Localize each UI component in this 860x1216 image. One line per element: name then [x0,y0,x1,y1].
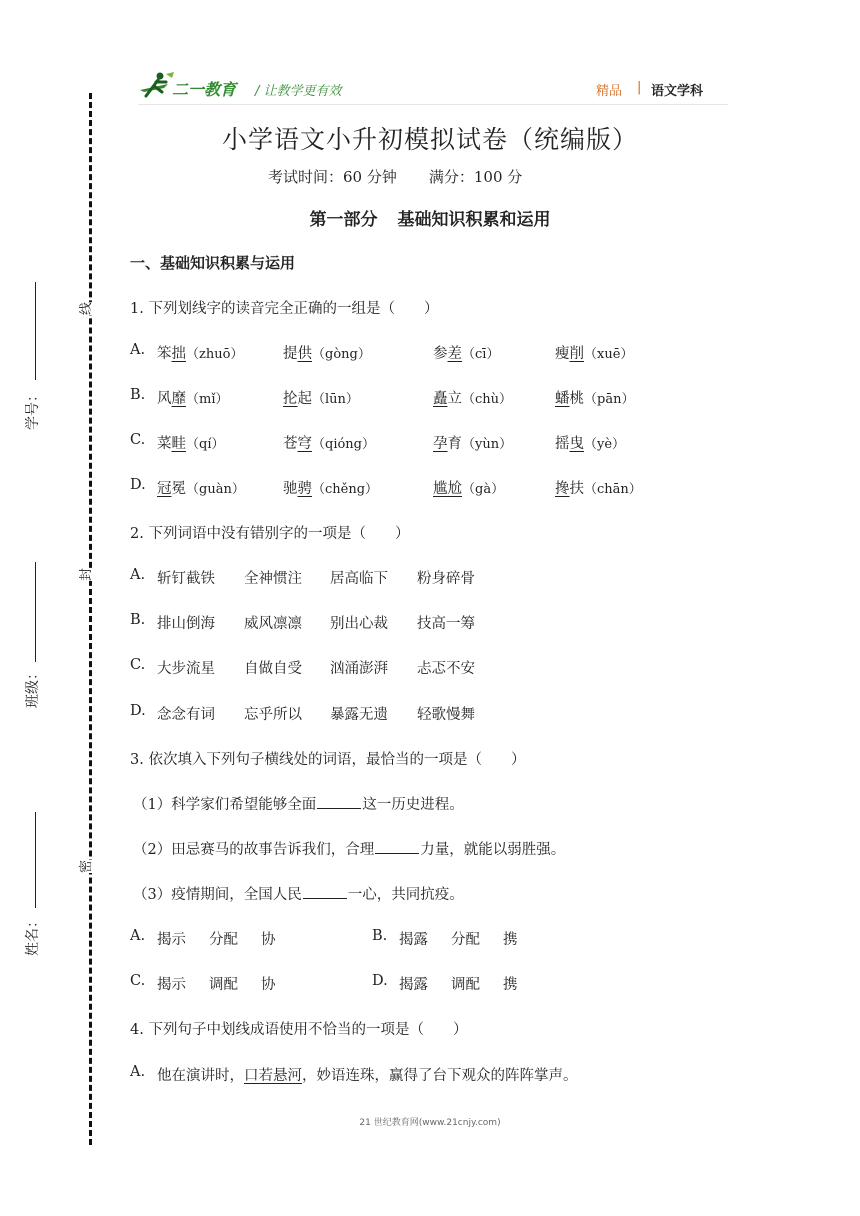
binding-char-seal: 封 [73,568,96,581]
exam-time: 考试时间：60 分钟 [268,168,397,186]
pinyin-item: 孕育（yùn） [433,436,513,452]
option-label: D. [130,477,146,493]
exam-info [268,166,522,187]
idiom: 斩钉截铁 [157,571,215,587]
option-word: 揭示 [157,932,186,948]
option-word: 分配 [209,932,238,948]
idiom: 全神惯注 [244,571,302,587]
option-word: 揭露 [399,932,428,948]
binding-char-secret: 密 [73,860,96,873]
idiom: 暴露无遗 [330,707,388,723]
option-word: 揭示 [157,977,186,993]
idiom: 大步流星 [157,661,215,677]
pinyin-item: 菜畦（qí） [157,436,225,452]
pinyin-item: 瘦削（xuē） [555,346,634,362]
student-id-line [35,282,36,380]
fill-blank[interactable] [375,841,419,854]
idiom: 自做自受 [244,661,302,677]
question-2-stem: 2. 下列词语中没有错别字的一项是（ ） [130,526,410,542]
badge-separator: | [637,80,642,95]
option-label: C. [130,657,146,673]
page-title: 小学语文小升初模拟试卷（统编版） [221,125,638,154]
option-word: 携 [503,932,518,948]
idiom: 居高临下 [330,571,388,587]
option-word: 调配 [451,977,480,993]
pinyin-item: 提供（gòng） [283,346,371,362]
question-4-stem: 4. 下列句子中划线成语使用不恰当的一项是（ ） [130,1022,468,1038]
idiom: 技高一筹 [417,616,475,632]
option-label: C. [130,973,146,989]
idiom: 念念有词 [157,707,215,723]
question-1-stem: 1. 下列划线字的读音完全正确的一组是（ ） [130,301,439,317]
option-label: A. [130,567,146,583]
part-name: 基础知识积累和运用 [397,210,551,230]
badge-subject: 语文学科 [651,84,704,99]
pinyin-item: 矗立（chù） [433,391,513,407]
option-word: 调配 [209,977,238,993]
question-3-sentence-1: （1）科学家们希望能够全面 这一历史进程。 [133,797,464,813]
idiom: 威风凛凛 [244,616,302,632]
student-id-label: 学号： [25,388,41,430]
option-label: B. [130,387,146,403]
name-label: 姓名： [25,914,41,956]
idiom: 忐忑不安 [417,661,475,677]
pinyin-item: 冠冕（guàn） [157,481,245,497]
idiom: 别出心裁 [330,616,388,632]
option-label: D. [372,973,388,989]
fill-blank[interactable] [317,796,361,809]
option-label: B. [130,612,146,628]
pinyin-item: 抡起（lūn） [283,391,359,407]
question-3-stem: 3. 依次填入下列句子横线处的词语，最恰当的一项是（ ） [130,752,526,768]
option-word: 揭露 [399,977,428,993]
option-word: 携 [503,977,518,993]
pinyin-item: 尴尬（gà） [433,481,505,497]
option-label: D. [130,703,146,719]
badge-premium: 精品 [596,84,623,99]
pinyin-item: 摇曳（yè） [555,436,626,452]
part-number: 第一部分 [309,210,378,230]
option-label: A. [130,342,146,358]
idiom: 轻歌慢舞 [417,707,475,723]
option-word: 分配 [451,932,480,948]
idiom: 忘乎所以 [244,707,302,723]
question-3-sentence-3: （3）疫情期间，全国人民 一心，共同抗疫。 [133,887,464,903]
option-label: B. [372,928,388,944]
pinyin-item: 苍穹（qióng） [283,436,376,452]
exam-score: 满分：100 分 [428,168,523,186]
idiom: 汹涌澎湃 [330,661,388,677]
idiom: 粉身碎骨 [417,571,475,587]
part-title [0,205,860,230]
option-label: A. [130,1064,146,1080]
fill-blank[interactable] [303,886,347,899]
option-word: 协 [261,977,276,993]
class-line [35,562,36,662]
slogan: / 让教学更有效 [255,84,342,99]
header-rule [138,104,728,105]
pinyin-item: 笨拙（zhuō） [157,346,244,362]
class-label: 班级： [25,666,41,708]
option-word: 协 [261,932,276,948]
pinyin-item: 蟠桃（pān） [555,391,635,407]
pinyin-item: 风靡（mǐ） [157,391,229,407]
name-line [35,812,36,908]
binding-char-line: 线 [73,302,96,315]
pinyin-item: 搀扶（chān） [555,481,642,497]
pinyin-item: 驰骋（chěng） [283,481,379,497]
footer-source: 21 世纪教育网(www.21cnjy.com) [359,1118,501,1128]
idiom: 排山倒海 [157,616,215,632]
pinyin-item: 参差（cī） [433,346,500,362]
option-label: A. [130,928,146,944]
option-label: C. [130,432,146,448]
question-3-sentence-2: （2）田忌赛马的故事告诉我们，合理 力量，就能以弱胜强。 [133,842,566,858]
section-title: 一、基础知识积累与运用 [130,254,296,272]
option-sentence: 他在演讲时，口若悬河，妙语连珠，赢得了台下观众的阵阵掌声。 [157,1068,578,1084]
logo-text: 二一教育 [172,80,237,99]
binding-dashed-line [89,93,92,1145]
